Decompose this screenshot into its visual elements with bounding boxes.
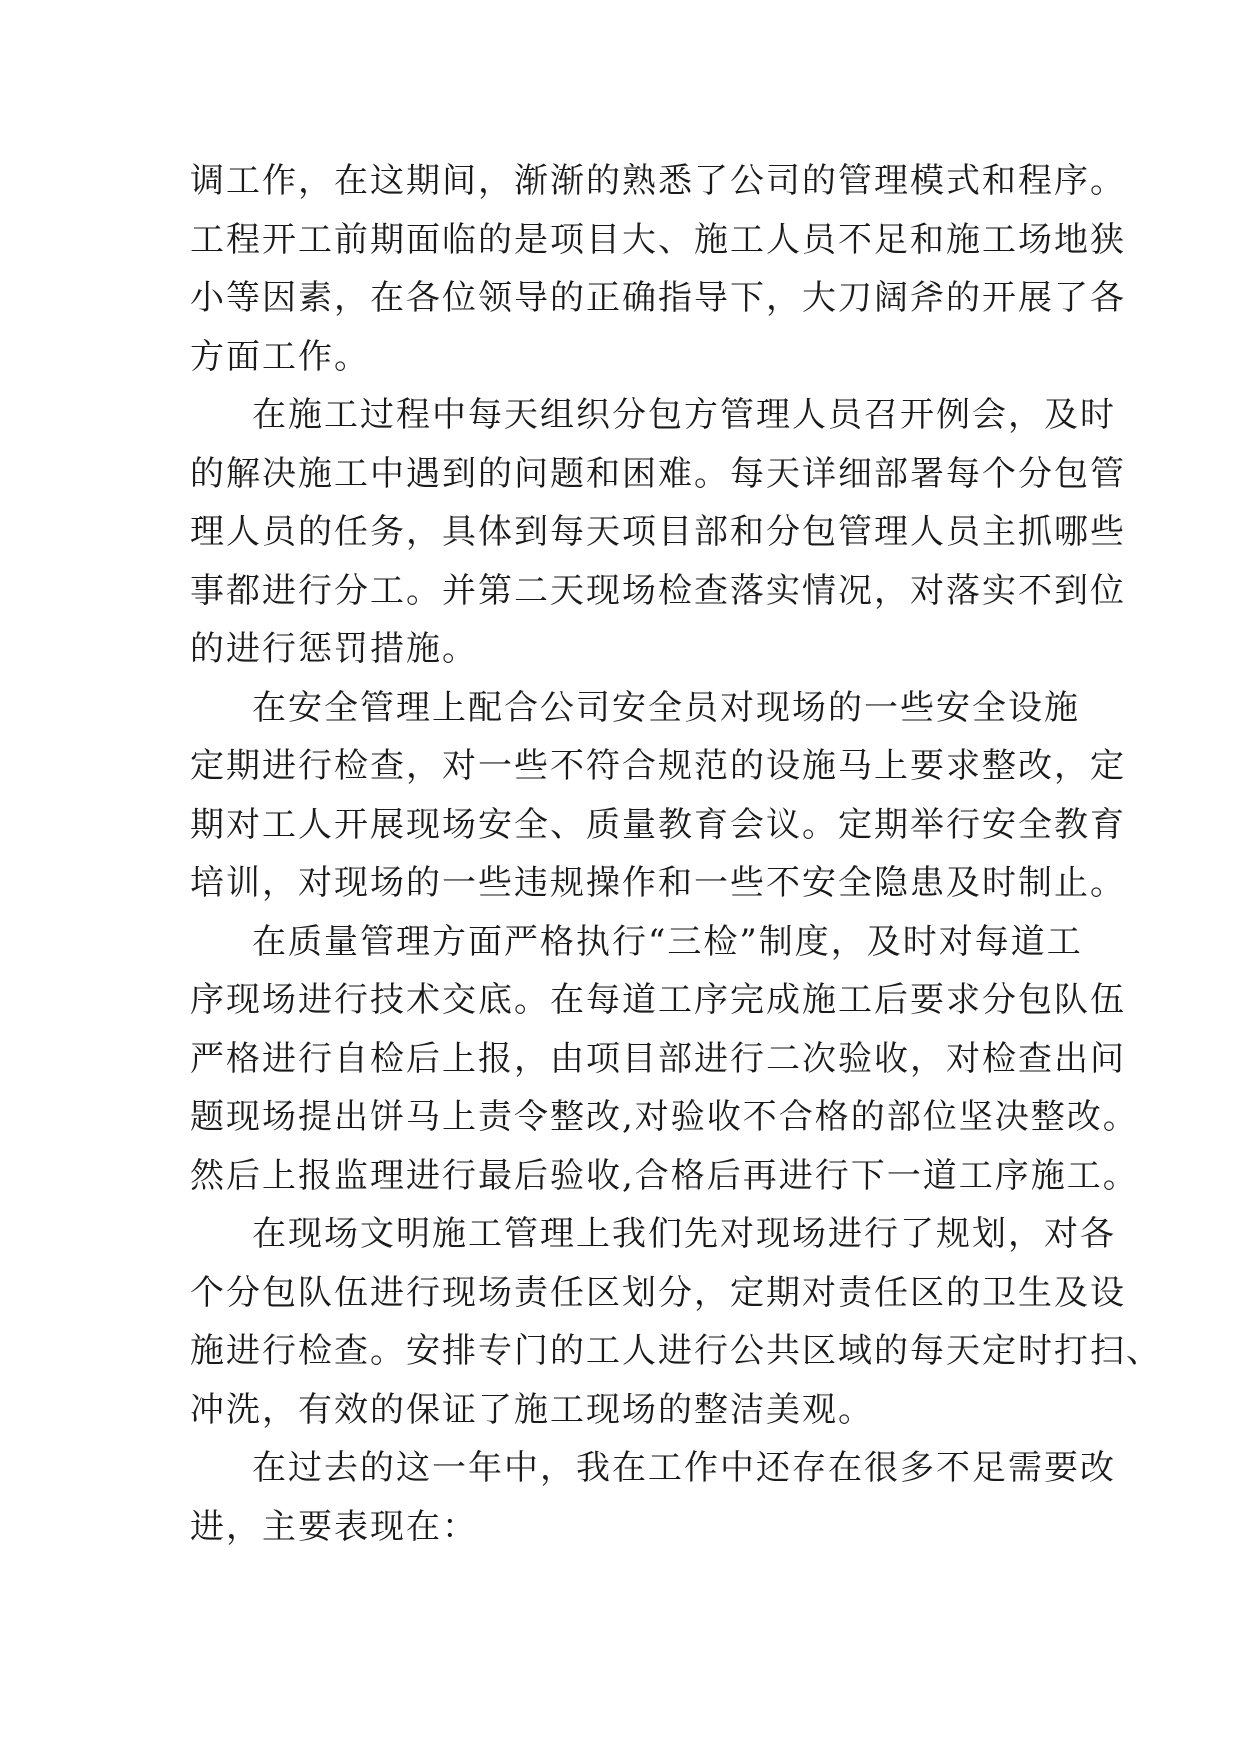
paragraph-first-line: 在质量管理方面严格执行“三检”制度，及时对每道工 bbox=[252, 921, 1083, 962]
text-line: 冲洗，有效的保证了施工现场的整洁美观。 bbox=[190, 1389, 874, 1430]
text-line: 然后上报监理进行最后验收,合格后再进行下一道工序施工。 bbox=[190, 1155, 1139, 1196]
text-line: 施进行检查。安排专门的工人进行公共区域的每天定时打扫、 bbox=[190, 1331, 1162, 1371]
text-line: 严格进行自检后上报，由项目部进行二次验收，对检查出问 bbox=[190, 1038, 1126, 1079]
text-line: 理人员的任务，具体到每天项目部和分包管理人员主抓哪些 bbox=[190, 512, 1126, 552]
paragraph-first-line: 在现场文明施工管理上我们先对现场进行了规划，对各 bbox=[252, 1214, 1116, 1254]
text-line: 进，主要表现在： bbox=[190, 1506, 478, 1547]
paragraph-first-line: 在安全管理上配合公司安全员对现场的一些安全设施 bbox=[252, 687, 1080, 728]
text-line: 方面工作。 bbox=[190, 336, 370, 377]
text-line: 的解决施工中遇到的问题和困难。每天详细部署每个分包管 bbox=[190, 453, 1126, 494]
text-line: 的进行惩罚措施。 bbox=[190, 629, 478, 669]
text-line: 事都进行分工。并第二天现场检查落实情况，对落实不到位 bbox=[190, 570, 1126, 611]
text-line: 调工作，在这期间，渐渐的熟悉了公司的管理模式和程序。 bbox=[190, 161, 1126, 201]
text-line: 工程开工前期面临的是项目大、施工人员不足和施工场地狭 bbox=[190, 219, 1126, 260]
document-body bbox=[190, 152, 1162, 1556]
text-line: 个分包队伍进行现场责任区划分，定期对责任区的卫生及设 bbox=[190, 1272, 1126, 1313]
paragraph-first-line: 在过去的这一年中，我在工作中还存在很多不足需要改 bbox=[252, 1448, 1116, 1488]
text-line: 期对工人开展现场安全、质量教育会议。定期举行安全教育 bbox=[190, 804, 1126, 845]
text-line: 定期进行检查，对一些不符合规范的设施马上要求整改，定 bbox=[190, 746, 1126, 786]
text-line: 培训，对现场的一些违规操作和一些不安全隐患及时制止。 bbox=[190, 863, 1126, 903]
text-line: 序现场进行技术交底。在每道工序完成施工后要求分包队伍 bbox=[190, 980, 1126, 1020]
text-line: 题现场提出饼马上责令整改,对验收不合格的部位坚决整改。 bbox=[190, 1097, 1139, 1137]
paragraph-first-line: 在施工过程中每天组织分包方管理人员召开例会，及时 bbox=[252, 395, 1116, 435]
text-line: 小等因素，在各位领导的正确指导下，大刀阔斧的开展了各 bbox=[190, 278, 1126, 318]
